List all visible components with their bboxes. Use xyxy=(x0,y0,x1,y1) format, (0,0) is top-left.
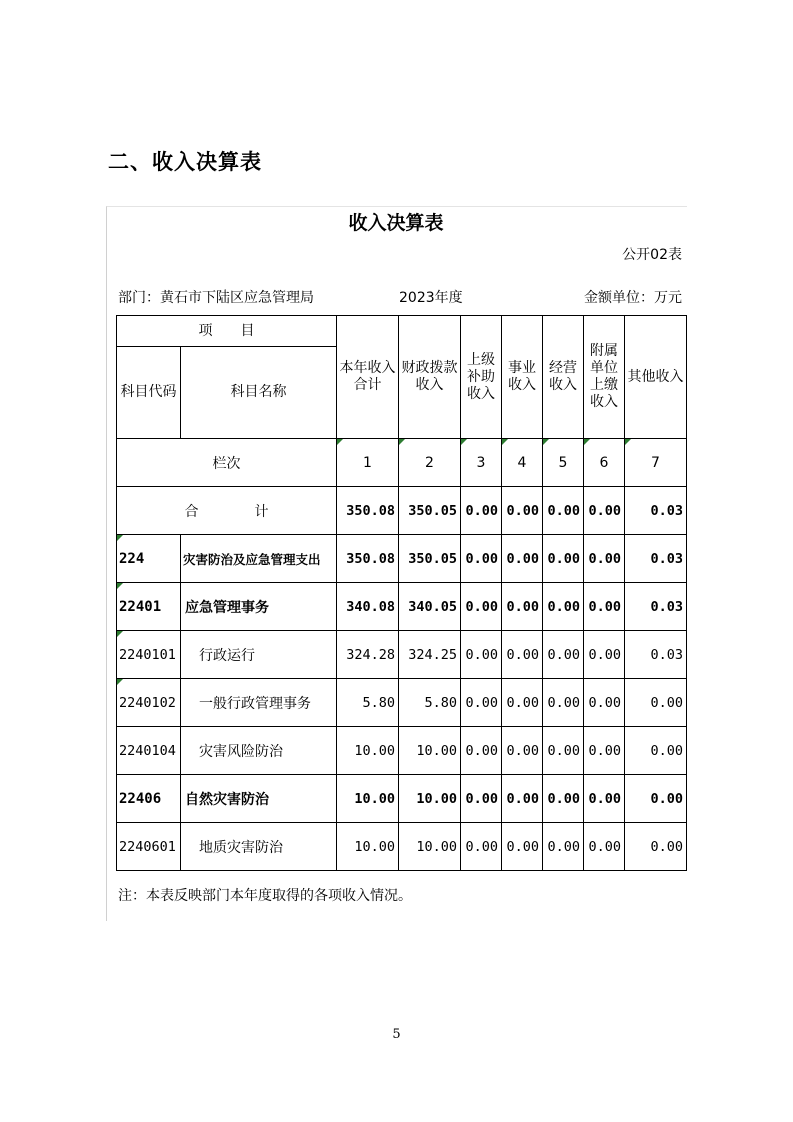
table-code: 公开02表 xyxy=(622,247,682,263)
total-value: 0.00 xyxy=(543,487,584,535)
row-value: 0.00 xyxy=(502,631,543,679)
unit-label: 金额单位：万元 xyxy=(584,290,682,306)
col-number: 5 xyxy=(543,439,584,487)
row-value: 324.25 xyxy=(399,631,461,679)
row-name: 灾害防治及应急管理支出 xyxy=(181,535,337,583)
row-value: 0.00 xyxy=(543,727,584,775)
header-lanci: 栏次 xyxy=(117,439,337,487)
row-value: 5.80 xyxy=(337,679,399,727)
row-name: 自然灾害防治 xyxy=(181,775,337,823)
row-value: 0.00 xyxy=(584,631,625,679)
row-value: 0.03 xyxy=(625,631,687,679)
row-value: 0.00 xyxy=(461,631,502,679)
row-value: 10.00 xyxy=(337,823,399,871)
department-label: 部门：黄石市下陆区应急管理局 xyxy=(118,290,314,306)
header-item: 项 目 xyxy=(117,316,337,347)
row-code: 22406 xyxy=(117,775,181,823)
row-value: 0.00 xyxy=(461,679,502,727)
row-code: 224 xyxy=(117,535,181,583)
table-title: 收入决算表 xyxy=(348,212,444,234)
total-row xyxy=(117,487,687,535)
total-value: 350.05 xyxy=(399,487,461,535)
total-value: 350.08 xyxy=(337,487,399,535)
row-name: 行政运行 xyxy=(181,631,337,679)
row-code: 2240104 xyxy=(117,727,181,775)
row-code: 2240601 xyxy=(117,823,181,871)
total-value: 0.00 xyxy=(461,487,502,535)
row-value: 0.00 xyxy=(625,823,687,871)
header-c6: 附属单位上缴收入 xyxy=(584,316,625,439)
row-value: 0.00 xyxy=(543,631,584,679)
row-value: 10.00 xyxy=(399,727,461,775)
total-value: 0.00 xyxy=(502,487,543,535)
row-name: 应急管理事务 xyxy=(181,583,337,631)
row-value: 0.00 xyxy=(461,823,502,871)
row-value: 0.00 xyxy=(461,583,502,631)
row-code: 22401 xyxy=(117,583,181,631)
row-value: 0.00 xyxy=(584,679,625,727)
row-value: 0.00 xyxy=(543,775,584,823)
row-value: 0.00 xyxy=(543,679,584,727)
row-value: 0.00 xyxy=(625,775,687,823)
header-code: 科目代码 xyxy=(117,347,181,439)
row-value: 5.80 xyxy=(399,679,461,727)
col-number: 3 xyxy=(461,439,502,487)
row-value: 0.00 xyxy=(502,679,543,727)
table-row xyxy=(117,775,687,823)
header-c5: 经营收入 xyxy=(543,316,584,439)
row-value: 0.00 xyxy=(584,823,625,871)
table-row xyxy=(117,727,687,775)
row-value: 0.00 xyxy=(625,679,687,727)
header-c4: 事业收入 xyxy=(502,316,543,439)
total-value: 0.00 xyxy=(584,487,625,535)
row-value: 10.00 xyxy=(337,775,399,823)
row-value: 0.03 xyxy=(625,535,687,583)
row-value: 0.00 xyxy=(584,775,625,823)
row-value: 0.00 xyxy=(461,775,502,823)
year-label: 2023年度 xyxy=(399,290,463,306)
row-name: 一般行政管理事务 xyxy=(181,679,337,727)
table-row xyxy=(117,535,687,583)
row-value: 10.00 xyxy=(337,727,399,775)
header-c3: 上级补助收入 xyxy=(461,316,502,439)
row-value: 340.08 xyxy=(337,583,399,631)
row-value: 0.00 xyxy=(461,727,502,775)
row-value: 0.00 xyxy=(502,727,543,775)
col-number: 6 xyxy=(584,439,625,487)
row-value: 0.00 xyxy=(584,583,625,631)
row-value: 0.00 xyxy=(625,727,687,775)
table-row xyxy=(117,583,687,631)
table-row xyxy=(117,631,687,679)
row-value: 0.00 xyxy=(543,535,584,583)
row-value: 0.00 xyxy=(584,535,625,583)
row-value: 340.05 xyxy=(399,583,461,631)
header-c7: 其他收入 xyxy=(625,316,687,439)
table-note: 注：本表反映部门本年度取得的各项收入情况。 xyxy=(118,888,412,904)
total-label: 合 计 xyxy=(117,487,337,535)
row-value: 10.00 xyxy=(399,775,461,823)
row-value: 350.08 xyxy=(337,535,399,583)
header-c2: 财政拨款收入 xyxy=(399,316,461,439)
row-value: 0.00 xyxy=(502,583,543,631)
col-number: 4 xyxy=(502,439,543,487)
col-number: 7 xyxy=(625,439,687,487)
col-number: 2 xyxy=(399,439,461,487)
header-c1: 本年收入合计 xyxy=(337,316,399,439)
table-row xyxy=(117,679,687,727)
row-value: 0.00 xyxy=(502,535,543,583)
row-value: 10.00 xyxy=(399,823,461,871)
row-value: 0.00 xyxy=(502,823,543,871)
row-value: 0.00 xyxy=(584,727,625,775)
total-value: 0.03 xyxy=(625,487,687,535)
row-value: 0.00 xyxy=(502,775,543,823)
row-value: 0.00 xyxy=(543,823,584,871)
income-table xyxy=(116,315,687,871)
row-value: 0.03 xyxy=(625,583,687,631)
row-value: 0.00 xyxy=(543,583,584,631)
col-number: 1 xyxy=(337,439,399,487)
row-value: 0.00 xyxy=(461,535,502,583)
row-name: 灾害风险防治 xyxy=(181,727,337,775)
row-code: 2240101 xyxy=(117,631,181,679)
row-name: 地质灾害防治 xyxy=(181,823,337,871)
section-title: 二、收入决算表 xyxy=(108,150,262,174)
header-name: 科目名称 xyxy=(181,347,337,439)
row-code: 2240102 xyxy=(117,679,181,727)
table-row xyxy=(117,823,687,871)
row-value: 324.28 xyxy=(337,631,399,679)
page-number: 5 xyxy=(392,1027,401,1042)
row-value: 350.05 xyxy=(399,535,461,583)
